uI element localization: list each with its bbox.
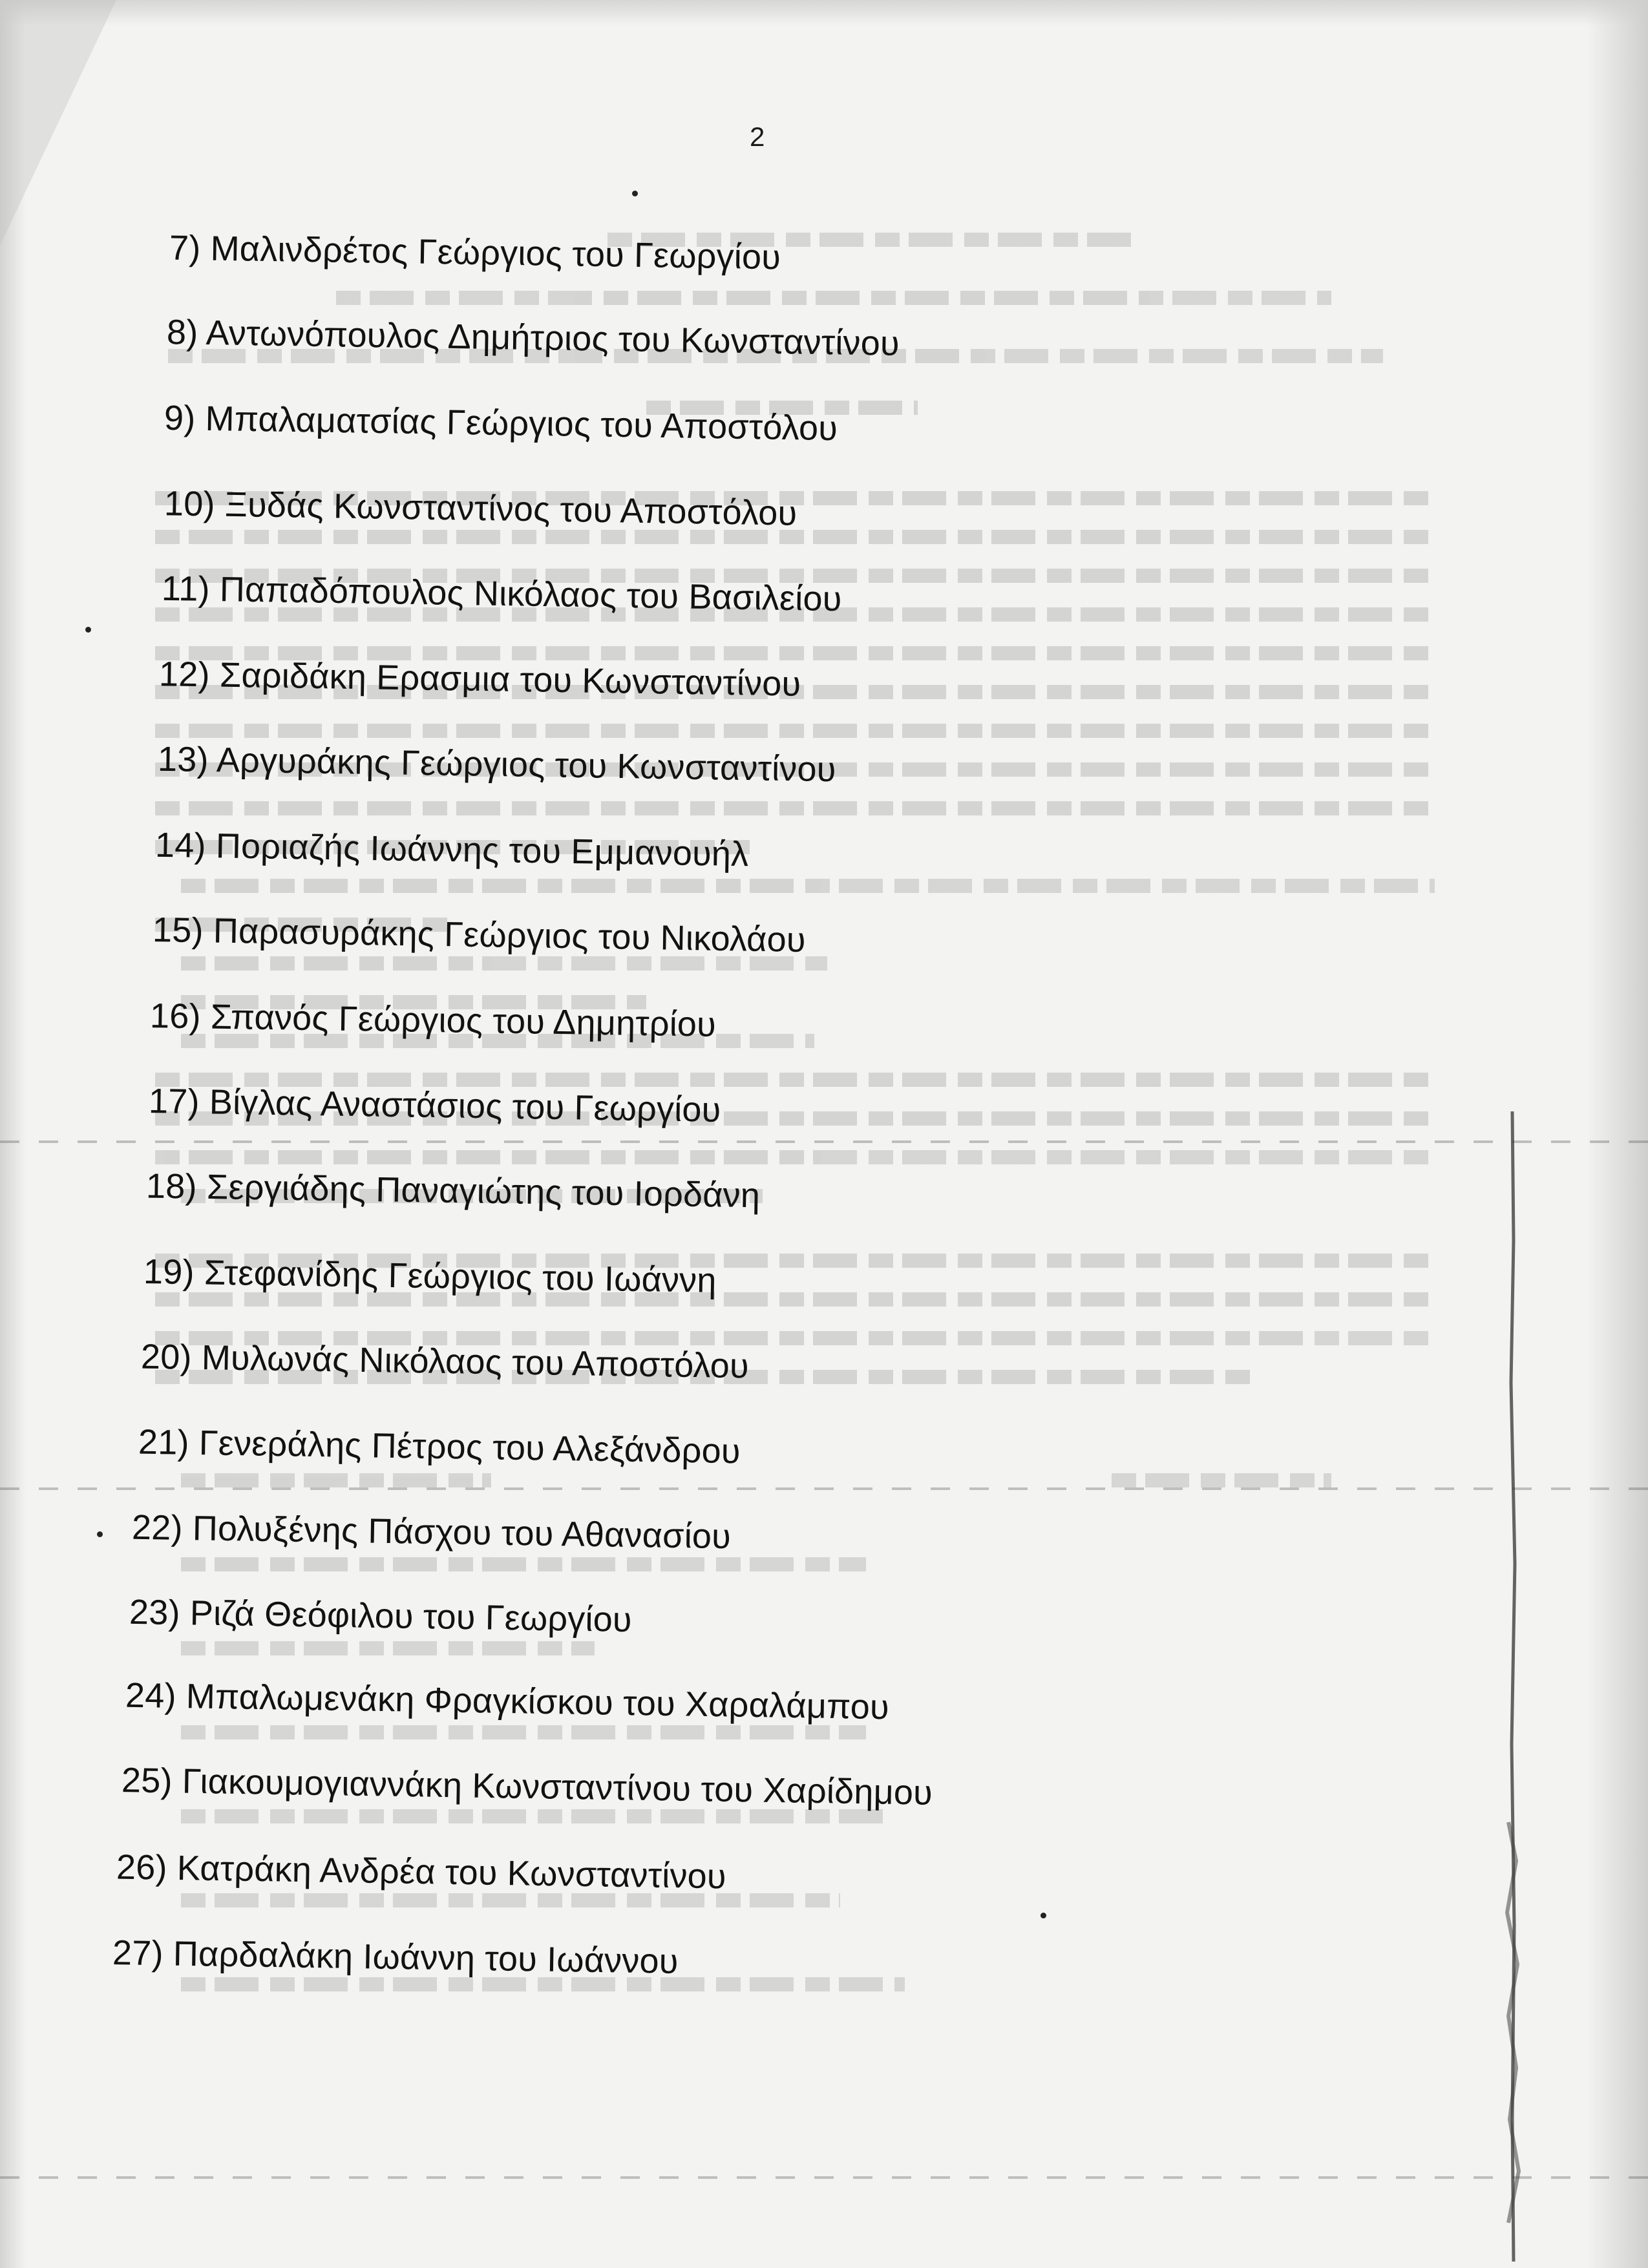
list-item: 9) Μπαλαματσίας Γεώργιος του Αποστόλου — [164, 398, 838, 448]
ink-speck — [97, 1531, 103, 1537]
list-item: 12) Σαριδάκη Ερασμια του Κωνσταντίνου — [158, 655, 801, 704]
list-item: 26) Κατράκη Ανδρέα του Κωνσταντίνου — [116, 1847, 727, 1896]
ink-speck — [632, 191, 638, 196]
list-item: 18) Σεργιάδης Παναγιώτης του Ιορδάνη — [145, 1166, 761, 1215]
list-item: 23) Ριζά Θεόφιλου του Γεωργίου — [129, 1592, 633, 1640]
page-number: 2 — [750, 121, 765, 152]
list-item: 24) Μπαλωμενάκη Φραγκίσκου του Χαραλάμπου — [125, 1675, 890, 1727]
list-item: 27) Παρδαλάκη Ιωάννη του Ιωάννου — [112, 1933, 679, 1981]
list-item: 13) Αργυράκης Γεώργιος του Κωνσταντίνου — [157, 739, 836, 790]
list-item: 11) Παπαδόπουλος Νικόλαος του Βασιλείου — [161, 569, 842, 619]
ink-speck — [85, 627, 91, 633]
list-item: 15) Παρασυράκης Γεώργιος του Νικολάου — [152, 910, 807, 960]
list-item: 7) Μαλινδρέτος Γεώργιος του Γεωργίου — [169, 228, 781, 277]
list-item: 21) Γενεράλης Πέτρος του Αλεξάνδρου — [138, 1422, 741, 1471]
list-item: 20) Μυλωνάς Νικόλαος του Αποστόλου — [140, 1337, 750, 1386]
list-item: 10) Ξυδάς Κωνσταντίνος του Αποστόλου — [164, 484, 798, 533]
ink-speck — [1041, 1913, 1046, 1918]
list-item: 16) Σπανός Γεώργιος του Δημητρίου — [149, 996, 717, 1044]
list-item: 22) Πολυξένης Πάσχου του Αθανασίου — [131, 1507, 732, 1557]
list-item: 8) Αντωνόπουλος Δημήτριος του Κωνσταντίνου — [166, 313, 900, 363]
list-item: 25) Γιακουμογιαννάκη Κωνσταντίνου του Χαρίδημου — [121, 1761, 933, 1812]
list-item: 17) Βίγλας Αναστάσιος του Γεωργίου — [148, 1082, 721, 1129]
list-item: 14) Ποριαζής Ιωάννης του Εμμανουήλ — [154, 825, 749, 874]
list-item: 19) Στεφανίδης Γεώργιος του Ιωάννη — [143, 1252, 717, 1300]
